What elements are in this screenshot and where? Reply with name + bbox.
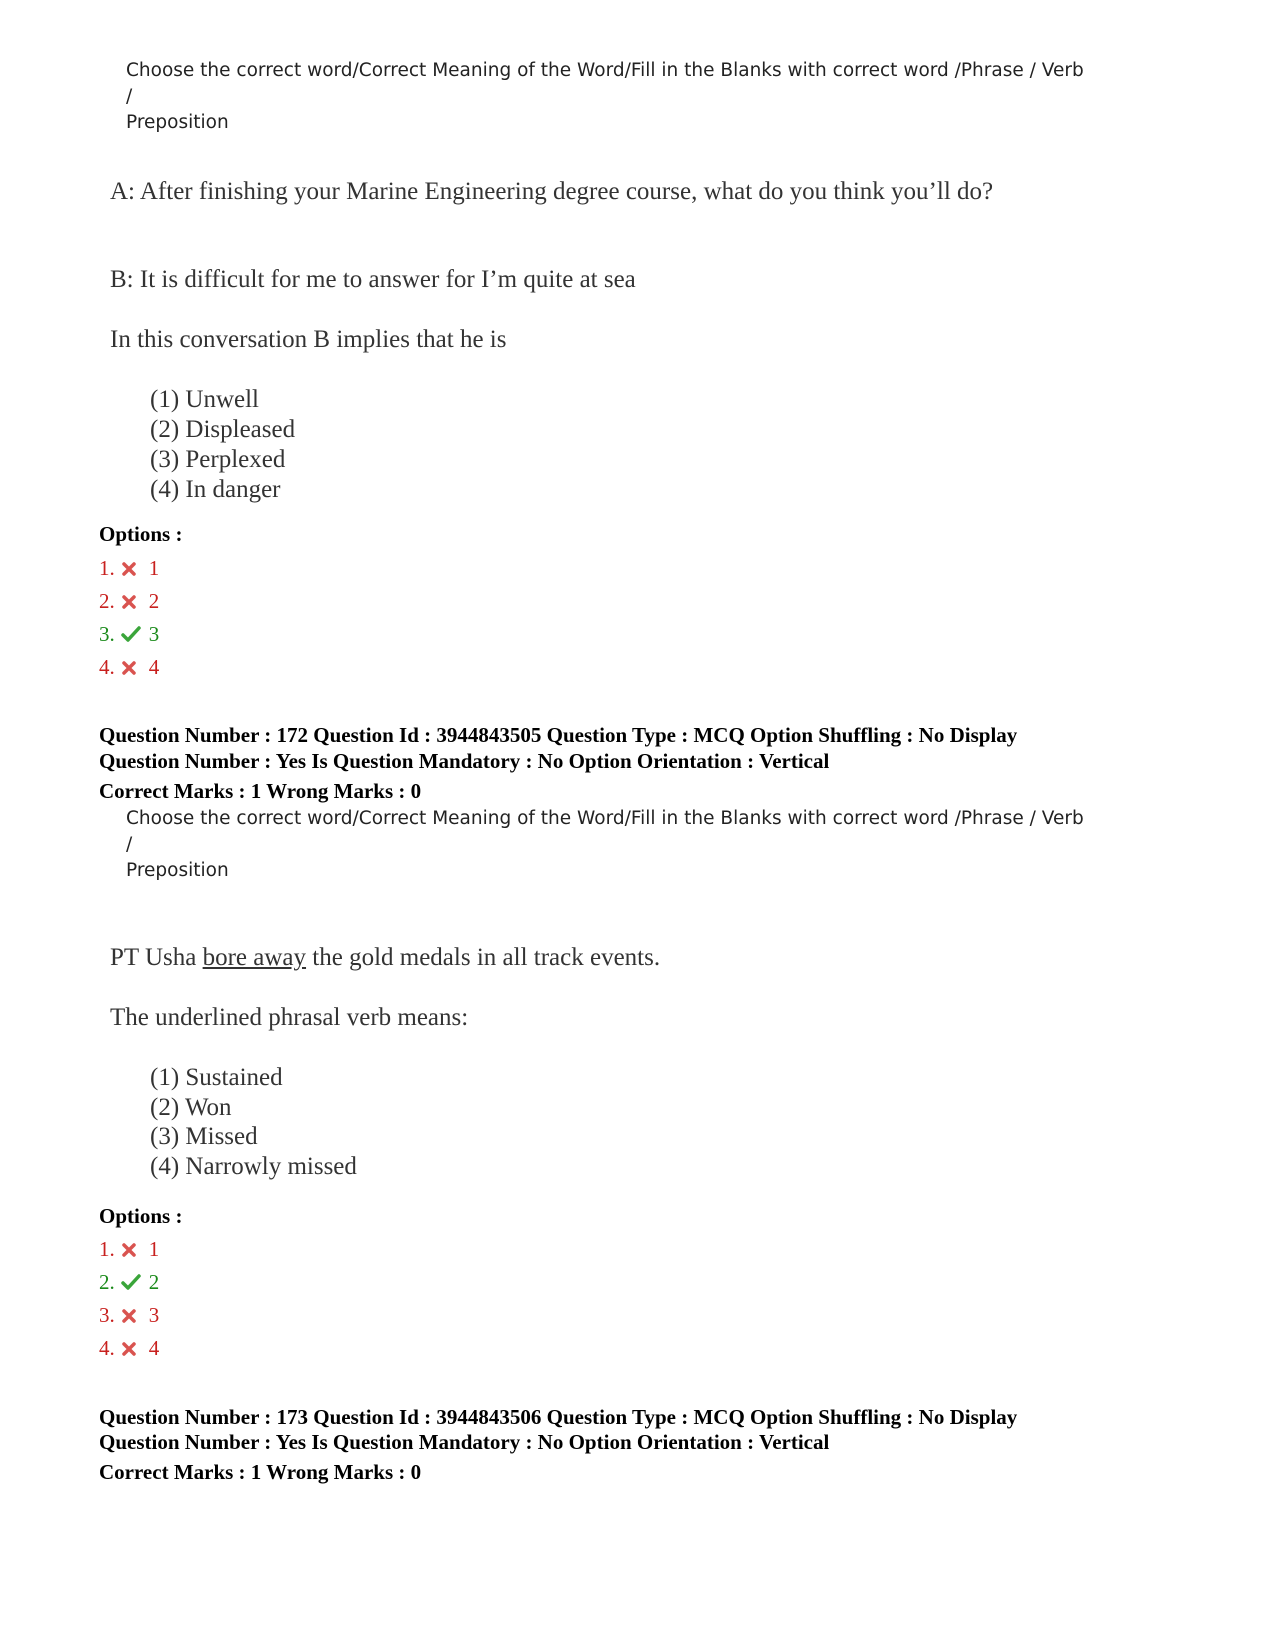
option-row <box>99 1303 159 1330</box>
cross-icon <box>121 1239 143 1264</box>
cross-icon <box>121 1338 143 1363</box>
cross-icon <box>121 591 143 616</box>
dialog-line-b: B: It is difficult for me to answer for I’m quite at sea <box>110 266 636 293</box>
check-icon <box>121 624 143 649</box>
option-row <box>99 1270 159 1297</box>
instruction-line: Preposition <box>126 112 229 133</box>
option-number: 2. <box>99 589 115 613</box>
sentence-text: PT Usha <box>110 944 203 971</box>
dialog-line-a: A: After finishing your Marine Engineering degree course, what do you think you’ll do? <box>110 178 994 205</box>
instruction-text <box>126 58 1086 136</box>
sentence-text: the gold medals in all track events. <box>306 944 661 971</box>
option-row <box>99 655 159 682</box>
option-row <box>99 556 159 583</box>
option-value: 1 <box>148 556 160 580</box>
option-value: 1 <box>148 1237 160 1261</box>
question-prompt: In this conversation B implies that he is <box>110 326 507 353</box>
cross-icon <box>121 558 143 583</box>
cross-icon <box>121 1305 143 1330</box>
instruction-line: Preposition <box>126 860 229 881</box>
question-meta-line: Question Number : 172 Question Id : 3944843505 Question Type : MCQ Option Shuffling : No Display <box>99 723 1018 747</box>
option-number: 1. <box>99 1237 115 1261</box>
choice-item: (1) Unwell <box>150 386 259 413</box>
option-row <box>99 1336 159 1363</box>
choice-item: (4) Narrowly missed <box>150 1153 357 1180</box>
option-number: 4. <box>99 655 115 679</box>
question-meta-line: Question Number : 173 Question Id : 3944843506 Question Type : MCQ Option Shuffling : No Display <box>99 1405 1018 1429</box>
question-prompt: The underlined phrasal verb means: <box>110 1004 469 1031</box>
choice-item: (4) In danger <box>150 476 281 503</box>
marks-line: Correct Marks : 1 Wrong Marks : 0 <box>99 1460 422 1484</box>
check-icon <box>121 1272 143 1297</box>
marks-line: Correct Marks : 1 Wrong Marks : 0 <box>99 779 422 803</box>
choice-item: (2) Displeased <box>150 416 296 443</box>
question-meta-line: Question Number : Yes Is Question Mandatory : No Option Orientation : Vertical <box>99 749 830 773</box>
choice-item: (3) Perplexed <box>150 446 286 473</box>
option-number: 1. <box>99 556 115 580</box>
option-number: 3. <box>99 622 115 646</box>
question-sentence <box>110 944 660 972</box>
underlined-phrase: bore away <box>202 944 307 971</box>
instruction-text <box>126 806 1086 884</box>
instruction-line: Choose the correct word/Correct Meaning of the Word/Fill in the Blanks with correct word /Phrase / Verb / <box>126 60 1084 107</box>
cross-icon <box>121 657 143 682</box>
option-number: 2. <box>99 1270 115 1294</box>
option-value: 3 <box>148 622 160 646</box>
option-row <box>99 622 159 649</box>
option-value: 2 <box>148 589 160 613</box>
options-label: Options : <box>99 1204 183 1228</box>
instruction-line: Choose the correct word/Correct Meaning of the Word/Fill in the Blanks with correct word /Phrase / Verb / <box>126 808 1084 855</box>
question-meta-line: Question Number : Yes Is Question Mandatory : No Option Orientation : Vertical <box>99 1430 830 1454</box>
option-value: 4 <box>148 1336 160 1360</box>
option-value: 3 <box>148 1303 160 1327</box>
options-label: Options : <box>99 522 183 546</box>
option-row <box>99 589 159 616</box>
option-value: 2 <box>148 1270 160 1294</box>
option-value: 4 <box>148 655 160 679</box>
option-number: 4. <box>99 1336 115 1360</box>
option-row <box>99 1237 159 1264</box>
choice-item: (1) Sustained <box>150 1064 283 1091</box>
choice-item: (3) Missed <box>150 1123 258 1150</box>
choice-item: (2) Won <box>150 1094 232 1121</box>
option-number: 3. <box>99 1303 115 1327</box>
